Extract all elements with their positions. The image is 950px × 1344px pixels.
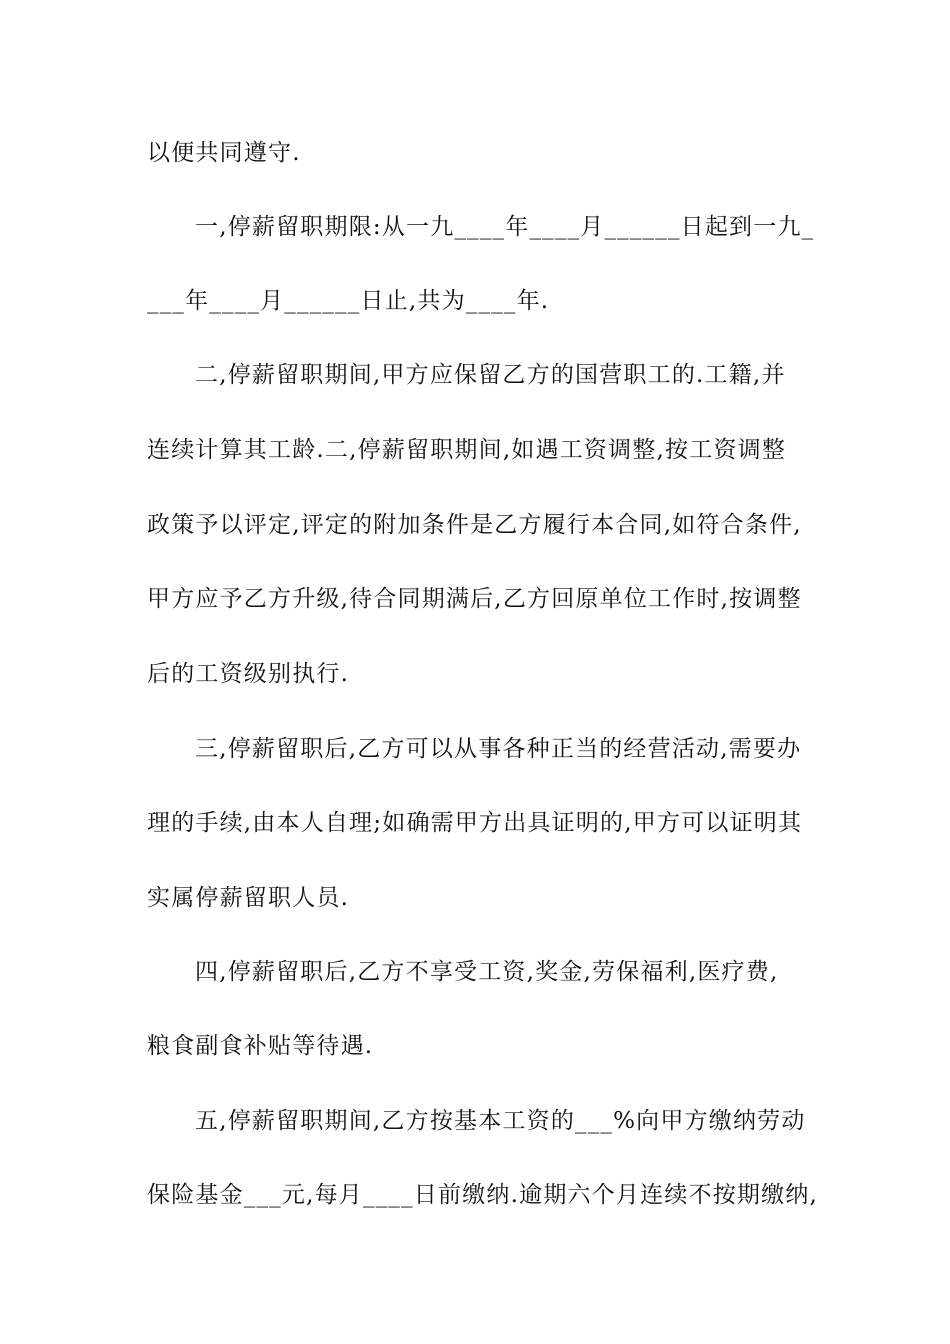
- text-line: 甲方应予乙方升级,待合同期满后,乙方回原单位工作时,按调整: [147, 586, 802, 612]
- text-line: 保险基金___元,每月____日前缴纳.逾期六个月连续不按期缴纳,: [147, 1182, 819, 1208]
- text-line: 连续计算其工龄.二,停薪留职期间,如遇工资调整,按工资调整: [147, 437, 787, 463]
- text-line: 粮食副食补贴等待遇.: [147, 1033, 374, 1059]
- clause-2-line: 二,停薪留职期间,甲方应保留乙方的国营职工的.工籍,并: [195, 362, 786, 388]
- text-line: ___年____月______日止,共为____年.: [147, 288, 550, 314]
- text-line: 理的手续,由本人自理;如确需甲方出具证明的,甲方可以证明其: [147, 810, 803, 836]
- text-line: 以便共同遵守.: [147, 140, 301, 166]
- clause-1-line: 一,停薪留职期限:从一九____年____月______日起到一九_: [195, 214, 815, 240]
- text-line: 后的工资级别执行.: [147, 661, 350, 687]
- text-line: 实属停薪留职人员.: [147, 885, 350, 911]
- clause-3-line: 三,停薪留职后,乙方可以从事各种正当的经营活动,需要办: [195, 736, 802, 762]
- text-line: 政策予以评定,评定的附加条件是乙方履行本合同,如符合条件,: [147, 512, 802, 538]
- clause-4-line: 四,停薪留职后,乙方不享受工资,奖金,劳保福利,医疗费,: [195, 959, 779, 985]
- clause-5-line: 五,停薪留职期间,乙方按基本工资的___%向甲方缴纳劳动: [195, 1108, 806, 1134]
